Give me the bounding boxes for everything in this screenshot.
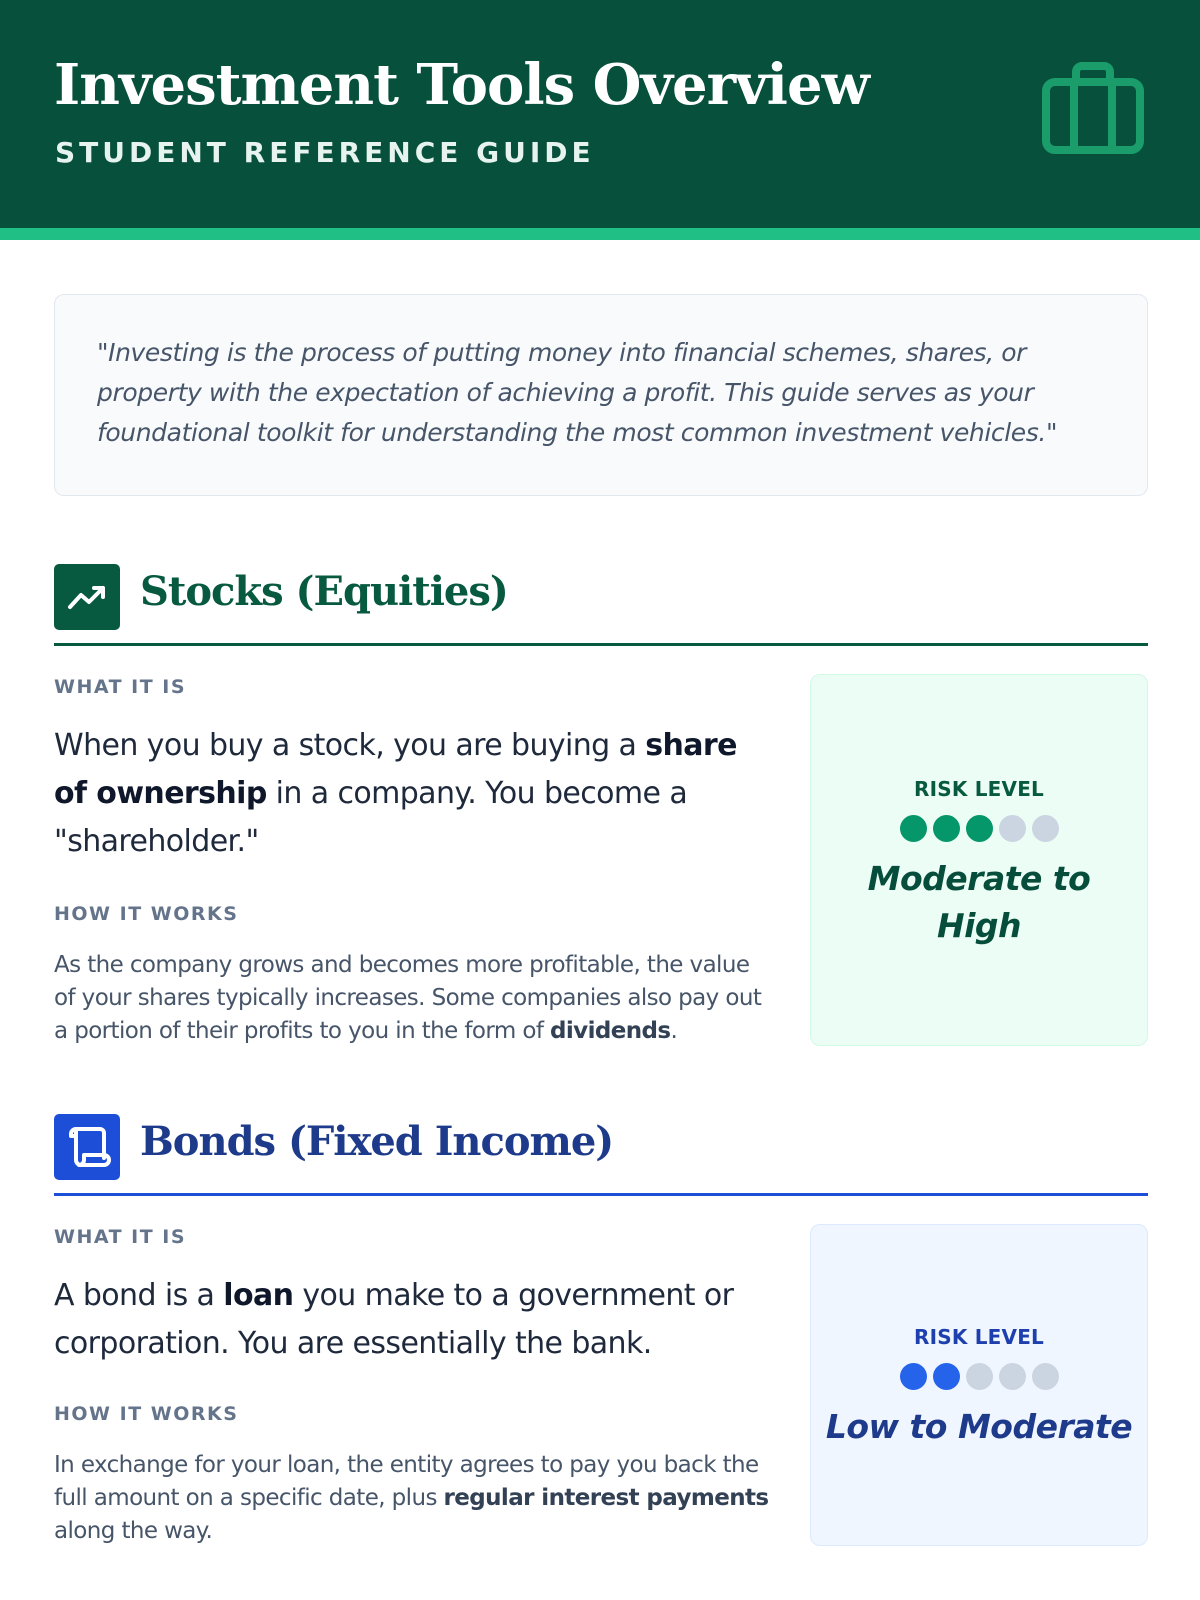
page-subtitle: STUDENT REFERENCE GUIDE [55,136,595,169]
page-title: Investment Tools Overview [54,52,869,118]
section-title-bonds: Bonds (Fixed Income) [140,1118,614,1165]
section-title-stocks: Stocks (Equities) [140,568,508,615]
risk-card-bonds [810,1224,1148,1546]
how-label-stocks: HOW IT WORKS [54,903,239,925]
risk-dot-empty [999,1363,1026,1390]
risk-card-stocks [810,674,1148,1046]
what-text-bonds [54,1272,754,1368]
risk-label: RISK LEVEL [914,777,1044,801]
how-text-part: along the way. [54,1518,213,1544]
trending-up-icon [54,564,120,630]
intro-quote-box [54,294,1148,496]
how-text-part: . [670,1018,678,1044]
how-text-bonds [54,1449,774,1548]
header-accent-bar [0,228,1200,240]
section-divider-bonds [54,1193,1148,1196]
risk-value: Low to Moderate [825,1407,1133,1446]
how-text-bold: regular interest payments [443,1485,769,1511]
risk-dot-empty [1032,815,1059,842]
intro-quote: "Investing is the process of putting money into financial schemes, shares, or property with the expectation of achieving a profit. This guide serves as your foundational toolkit for understanding the most common investment vehicles." [97,338,1058,447]
what-text-part: When you buy a stock, you are buying a [54,728,646,763]
what-text-bold: loan [223,1278,294,1313]
what-text-bold: share of ownership [54,728,737,811]
risk-dots [811,1363,1147,1390]
how-text-part: In exchange for your loan, the entity agrees to pay you back the full amount on a specific date, plus [54,1452,759,1511]
what-text-part: A bond is a [54,1278,224,1313]
page-header [0,0,1200,228]
section-header-stocks [54,564,1148,632]
risk-dot-empty [1032,1363,1059,1390]
risk-dots [811,815,1147,842]
risk-dot-empty [966,1363,993,1390]
risk-dot-empty [999,815,1026,842]
risk-dot-filled [900,815,927,842]
risk-dot-filled [933,815,960,842]
section-divider-stocks [54,643,1148,646]
how-text-stocks [54,949,774,1048]
section-header-bonds [54,1114,1148,1182]
what-text-stocks [54,722,754,866]
risk-dot-filled [966,815,993,842]
risk-dot-filled [933,1363,960,1390]
how-label-bonds: HOW IT WORKS [54,1403,239,1425]
risk-value: Moderate to High [867,859,1091,945]
risk-dot-filled [900,1363,927,1390]
what-text-part: in a company. You become a "shareholder." [54,776,688,859]
scroll-icon [54,1114,120,1180]
what-label-bonds: WHAT IT IS [54,1226,187,1248]
what-text-part: you make to a government or corporation. You are essentially the bank. [54,1278,734,1361]
briefcase-icon [1040,62,1146,158]
what-label-stocks: WHAT IT IS [54,676,187,698]
risk-label: RISK LEVEL [914,1325,1044,1349]
how-text-bold: dividends [550,1018,671,1044]
how-text-part: As the company grows and becomes more profitable, the value of your shares typically increases. Some companies also pay out a portion of their profits to you in the form of [54,952,762,1044]
